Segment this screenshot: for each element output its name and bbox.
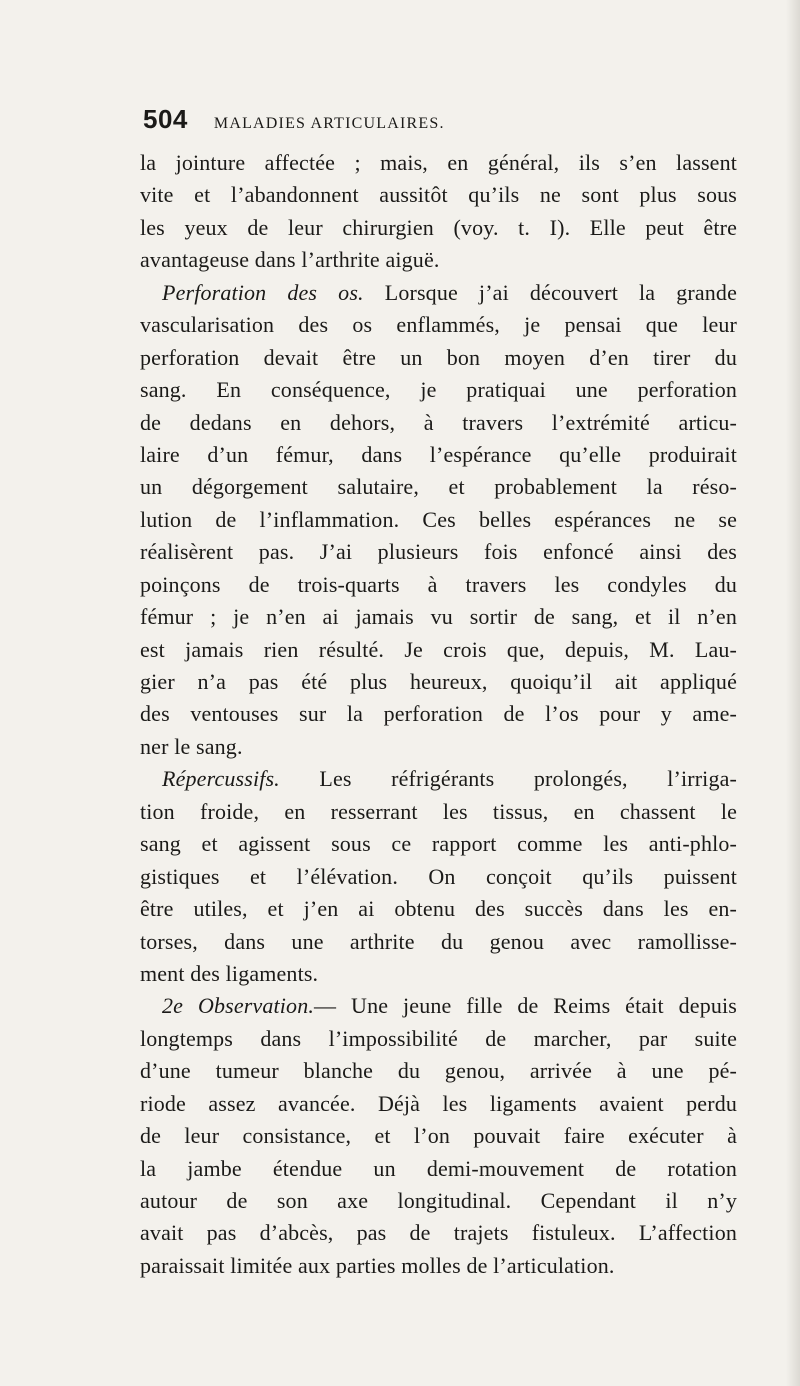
line-text: être utiles, et j’en ai obtenu des succès dans les en- bbox=[140, 896, 737, 922]
text-line bbox=[140, 1153, 737, 1185]
section-heading: 2e Observation. bbox=[162, 993, 315, 1019]
text-line bbox=[140, 1088, 737, 1120]
text-line bbox=[140, 407, 737, 439]
text-line bbox=[140, 342, 737, 374]
line-text: Lorsque j’ai découvert la grande bbox=[363, 279, 737, 305]
text-line bbox=[140, 1217, 737, 1249]
page-header bbox=[143, 104, 663, 134]
line-text: perforation devait être un bon moyen d’en tirer du bbox=[140, 344, 737, 370]
text-line bbox=[140, 244, 737, 276]
text-line bbox=[140, 1120, 737, 1152]
text-line bbox=[140, 277, 737, 309]
line-text: tion froide, en resserrant les tissus, en chassent le bbox=[140, 798, 737, 824]
text-line bbox=[140, 634, 737, 666]
line-text: longtemps dans l’impossibilité de marcher, par suite bbox=[140, 1025, 737, 1051]
line-text: lution de l’inflammation. Ces belles espérances ne se bbox=[140, 506, 737, 532]
line-text: les yeux de leur chirurgien (voy. t. I). Elle peut être bbox=[140, 214, 737, 240]
text-line bbox=[140, 666, 737, 698]
line-text: avait pas d’abcès, pas de trajets fistuleux. L’affection bbox=[140, 1220, 737, 1246]
text-line bbox=[140, 471, 737, 503]
line-text: réalisèrent pas. J’ai plusieurs fois enfoncé ainsi des bbox=[140, 539, 737, 565]
text-line bbox=[140, 374, 737, 406]
text-line bbox=[140, 569, 737, 601]
body-text bbox=[140, 147, 737, 1282]
section-heading: Perforation des os. bbox=[162, 279, 364, 305]
text-line bbox=[140, 990, 737, 1022]
text-line bbox=[140, 1250, 737, 1282]
text-line bbox=[140, 212, 737, 244]
text-line bbox=[140, 731, 737, 763]
text-line bbox=[140, 1023, 737, 1055]
line-text: de leur consistance, et l’on pouvait faire exécuter à bbox=[140, 1123, 737, 1149]
line-text: Les réfrigérants prolongés, l’irriga- bbox=[279, 766, 737, 792]
text-line bbox=[140, 861, 737, 893]
line-text: est jamais rien résulté. Je crois que, depuis, M. Lau- bbox=[140, 636, 737, 662]
line-text: ner le sang. bbox=[140, 733, 243, 759]
line-text: riode assez avancée. Déjà les ligaments avaient perdu bbox=[140, 1090, 737, 1116]
text-line bbox=[140, 439, 737, 471]
line-text: autour de son axe longitudinal. Cependant il n’y bbox=[140, 1188, 737, 1213]
text-line bbox=[140, 179, 737, 211]
page-edge-shadow bbox=[786, 0, 800, 1386]
page-number: 504 bbox=[143, 104, 188, 134]
line-text: torses, dans une arthrite du genou avec ramollisse- bbox=[140, 928, 737, 954]
line-text: de dedans en dehors, à travers l’extrémité articu- bbox=[140, 409, 737, 435]
text-line bbox=[140, 1055, 737, 1087]
text-line bbox=[140, 309, 737, 341]
line-text: d’une tumeur blanche du genou, arrivée à une pé- bbox=[140, 1058, 737, 1084]
line-text: la jambe étendue un demi-mouvement de rotation bbox=[140, 1155, 737, 1181]
line-text: poinçons de trois-quarts à travers les condyles du bbox=[140, 571, 737, 597]
text-line bbox=[140, 828, 737, 860]
section-heading: Répercussifs. bbox=[162, 766, 280, 792]
text-line bbox=[140, 796, 737, 828]
text-line bbox=[140, 504, 737, 536]
text-line bbox=[140, 958, 737, 990]
line-text: fémur ; je n’en ai jamais vu sortir de sang, et il n’en bbox=[140, 604, 737, 630]
line-text: gier n’a pas été plus heureux, quoiqu’il ait appliqué bbox=[140, 669, 737, 694]
line-text: — Une jeune fille de Reims était depuis bbox=[314, 993, 737, 1019]
line-text: ment des ligaments. bbox=[140, 960, 319, 986]
line-text: avantageuse dans l’arthrite aiguë. bbox=[140, 247, 440, 273]
line-text: gistiques et l’élévation. On conçoit qu’ils puissent bbox=[140, 863, 737, 889]
text-line bbox=[140, 893, 737, 925]
text-line bbox=[140, 763, 737, 795]
line-text: vascularisation des os enflammés, je pensai que leur bbox=[140, 312, 737, 338]
text-line bbox=[140, 536, 737, 568]
text-line bbox=[140, 601, 737, 633]
line-text: vite et l’abandonnent aussitôt qu’ils ne sont plus sous bbox=[140, 182, 737, 208]
text-line bbox=[140, 147, 737, 179]
running-head: MALADIES ARTICULAIRES. bbox=[213, 115, 445, 132]
line-text: laire d’un fémur, dans l’espérance qu’elle produirait bbox=[140, 441, 737, 467]
line-text: un dégorgement salutaire, et probablement la réso- bbox=[140, 474, 737, 500]
text-line bbox=[140, 926, 737, 958]
line-text: sang. En conséquence, je pratiquai une perforation bbox=[140, 377, 737, 403]
text-line bbox=[140, 698, 737, 730]
line-text: des ventouses sur la perforation de l’os pour y ame- bbox=[140, 701, 737, 727]
line-text: paraissait limitée aux parties molles de l’articulation. bbox=[140, 1252, 615, 1278]
line-text: sang et agissent sous ce rapport comme les anti-phlo- bbox=[140, 831, 737, 857]
text-line bbox=[140, 1185, 737, 1217]
line-text: la jointure affectée ; mais, en général, ils s’en lassent bbox=[140, 150, 737, 175]
